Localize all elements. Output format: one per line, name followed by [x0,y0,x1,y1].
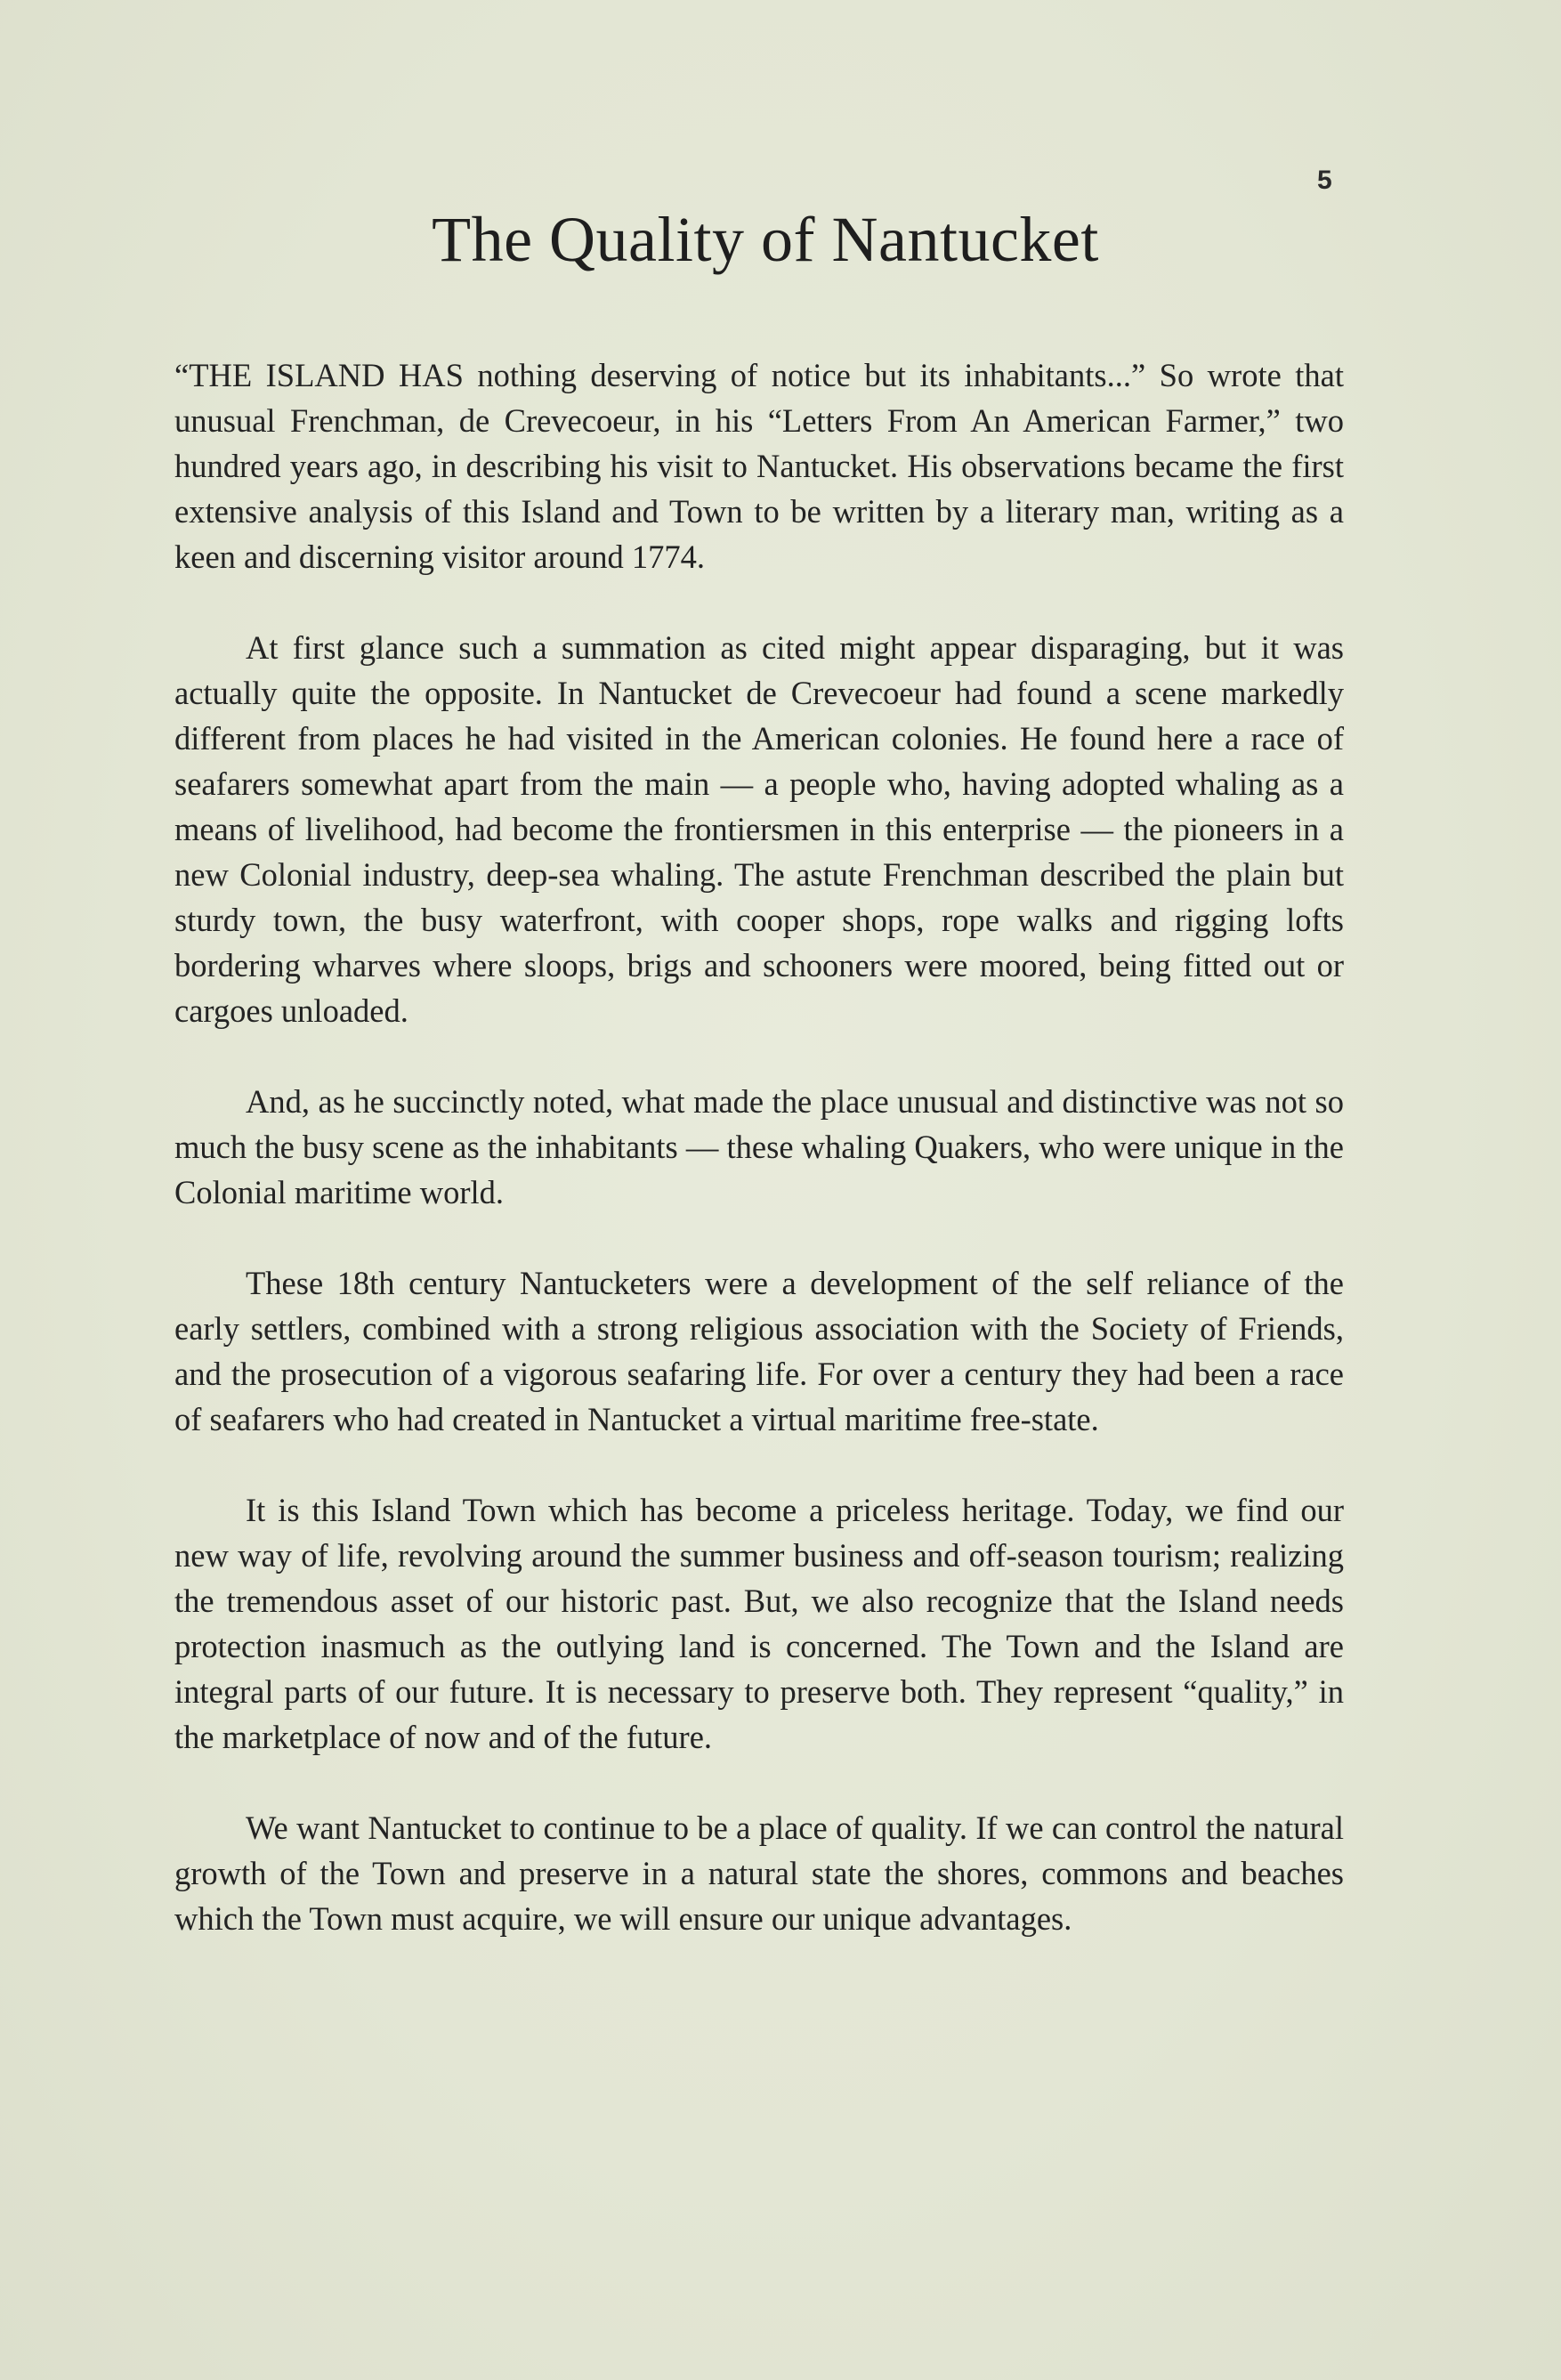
page-number: 5 [1317,166,1332,195]
paragraph-1: “THE ISLAND HAS nothing deserving of notice but its inhabitants...” So wrote that unusual Frenchman, de Crevecoeur, in his “Letters From An American Farmer,” two hundred years ago, in describing his visit to Nantucket. His observations became the first extensive analysis of this Island and Town to be written by a literary man, writing as a keen and discerning visitor around 1774. [174,357,1344,575]
paragraph-6: We want Nantucket to continue to be a place of quality. If we can control the natural growth of the Town and preserve in a natural state the shores, commons and beaches which the Town must acquire, we will ensure our unique advantages. [174,1809,1344,1937]
body-text [174,352,1344,1987]
paragraph-4: These 18th century Nantucketers were a development of the self reliance of the early settlers, combined with a strong religious association with the Society of Friends, and the prosecution of a vigorous seafaring life. For over a century they had been a race of seafarers who had created in Nantucket a virtual maritime free-state. [174,1265,1344,1437]
paragraph-5: It is this Island Town which has become a priceless heritage. Today, we find our new way of life, revolving around the summer business and off-season tourism; realizing the tremendous asset of our historic past. But, we also recognize that the Island needs protection inasmuch as the outlying land is concerned. The Town and the Island are integral parts of our future. It is necessary to preserve both. They represent “quality,” in the marketplace of now and of the future. [174,1492,1344,1755]
paragraph-2: At first glance such a summation as cited might appear disparaging, but it was actually quite the opposite. In Nantucket de Crevecoeur had found a scene markedly different from places he had visited in the American colonies. He found here a race of seafarers somewhat apart from the main — a people who, having adopted whaling as a means of livelihood, had become the frontiersmen in this enterprise — the pioneers in a new Colonial industry, deep-sea whaling. The astute Frenchman described the plain but sturdy town, the busy waterfront, with cooper shops, rope walks and rigging lofts bordering wharves where sloops, brigs and schooners were moored, being fitted out or cargoes unloaded. [174,629,1344,1029]
paragraph-3: And, as he succinctly noted, what made the place unusual and distinctive was not so much the busy scene as the inhabitants — these whaling Quakers, who were unique in the Colonial maritime world. [174,1083,1344,1210]
page-title: The Quality of Nantucket [432,204,1099,275]
